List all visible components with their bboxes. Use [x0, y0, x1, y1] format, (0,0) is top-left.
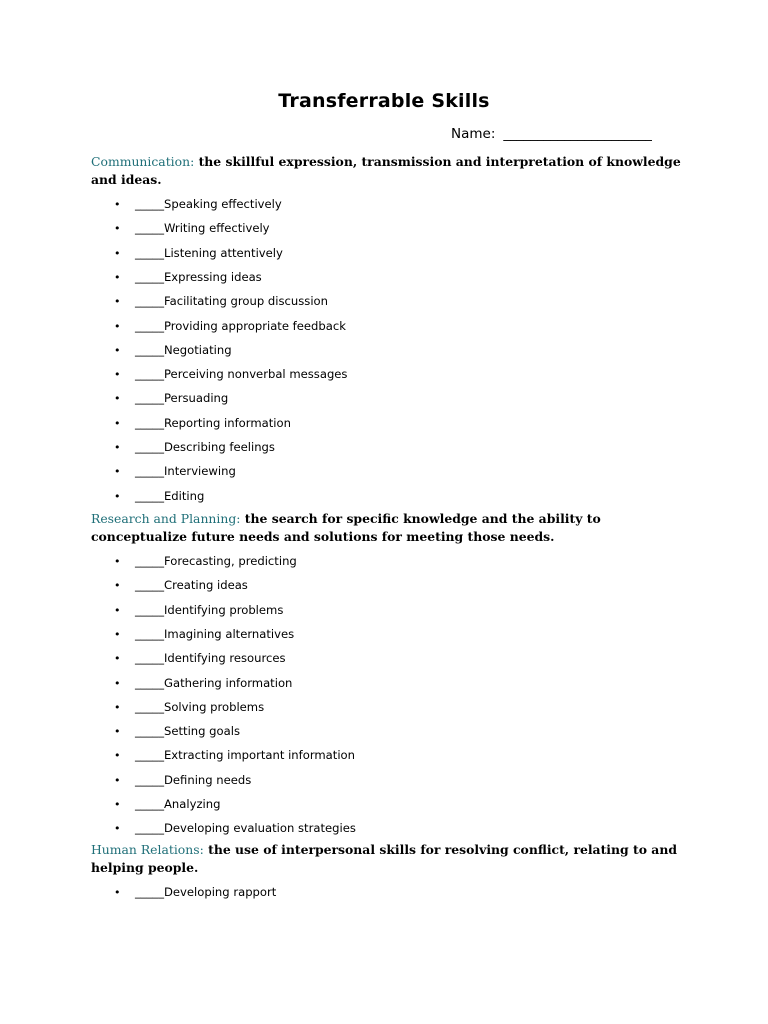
bullet-icon: •	[114, 319, 121, 333]
list-item	[114, 244, 283, 262]
bullet-icon: •	[114, 603, 121, 617]
bullet-icon: •	[114, 627, 121, 641]
bullet-icon: •	[114, 270, 121, 284]
item-blank: _____	[135, 440, 164, 454]
item-label: Gathering information	[163, 675, 293, 690]
item-blank: _____	[135, 821, 164, 836]
item-blank: _____	[135, 724, 164, 739]
item-blank: _____	[135, 885, 164, 899]
bullet-icon: •	[114, 749, 121, 763]
section-description: the search for specific knowledge and the ability to conceptualize future needs and solutions for meeting those needs.	[91, 511, 601, 544]
bullet-icon: •	[114, 822, 121, 836]
bullet-icon: •	[114, 392, 121, 406]
item-label: Setting goals	[163, 724, 241, 739]
item-label: Describing feelings	[163, 440, 275, 454]
item-blank: _____	[135, 197, 164, 211]
list-item	[114, 365, 347, 383]
item-label: Defining needs	[163, 772, 252, 787]
item-label: Speaking effectively	[163, 197, 282, 211]
section-heading-research-and-planning	[91, 510, 681, 546]
bullet-icon: •	[114, 798, 121, 811]
bullet-icon: •	[114, 555, 121, 568]
item-blank: _____	[135, 318, 164, 333]
name-label: Name:	[451, 126, 496, 142]
item-blank: _____	[135, 269, 164, 284]
item-blank: _____	[135, 772, 164, 787]
item-blank: _____	[135, 464, 164, 479]
list-item	[114, 746, 355, 764]
list-item	[114, 601, 283, 619]
item-blank: _____	[135, 245, 164, 260]
list-item	[114, 576, 248, 594]
item-blank: _____	[135, 578, 164, 593]
item-label: Solving problems	[163, 699, 265, 714]
section-heading-communication	[91, 153, 681, 189]
list-item	[114, 649, 286, 667]
item-label: Expressing ideas	[163, 269, 262, 284]
bullet-icon: •	[114, 368, 121, 382]
item-label: Providing appropriate feedback	[163, 318, 346, 333]
bullet-icon: •	[114, 886, 121, 899]
item-blank: _____	[135, 294, 164, 309]
item-blank: _____	[135, 415, 164, 430]
list-item	[114, 438, 275, 456]
bullet-icon: •	[114, 246, 121, 260]
list-item	[114, 819, 356, 837]
item-label: Developing evaluation strategies	[163, 821, 356, 836]
item-label: Extracting important information	[163, 748, 355, 763]
section-label: Human Relations:	[91, 842, 204, 857]
section-label: Communication:	[91, 154, 195, 169]
item-blank: _____	[135, 797, 164, 811]
item-blank: _____	[135, 342, 164, 357]
item-label: Imagining alternatives	[163, 626, 295, 641]
item-blank: _____	[135, 391, 164, 406]
page-title: Transferrable Skills	[278, 90, 490, 112]
list-item	[114, 414, 291, 432]
item-label: Analyzing	[163, 797, 221, 811]
list-item	[114, 268, 262, 286]
item-label: Listening attentively	[163, 245, 283, 260]
item-blank: _____	[135, 488, 164, 503]
list-item	[114, 625, 294, 643]
item-blank: _____	[135, 748, 164, 763]
item-blank: _____	[135, 651, 164, 666]
item-blank: _____	[135, 675, 164, 690]
item-label: Writing effectively	[163, 221, 270, 236]
bullet-icon: •	[114, 295, 121, 309]
list-item	[114, 487, 204, 505]
item-label: Persuading	[163, 391, 229, 406]
bullet-icon: •	[114, 652, 121, 666]
bullet-icon: •	[114, 198, 121, 211]
list-item	[114, 771, 251, 789]
bullet-icon: •	[114, 441, 121, 454]
bullet-icon: •	[114, 725, 121, 739]
item-label: Negotiating	[163, 342, 232, 357]
section-description: the skillful expression, transmission and interpretation of knowledge and ideas.	[91, 154, 681, 187]
item-blank: _____	[135, 221, 164, 236]
item-label: Developing rapport	[163, 885, 277, 899]
bullet-icon: •	[114, 579, 121, 593]
bullet-icon: •	[114, 222, 121, 236]
bullet-icon: •	[114, 489, 121, 503]
item-label: Editing	[163, 488, 205, 503]
item-label: Creating ideas	[163, 578, 248, 593]
item-label: Reporting information	[163, 415, 291, 430]
list-item	[114, 195, 282, 213]
section-heading-human-relations	[91, 841, 681, 877]
list-item	[114, 389, 228, 407]
list-item	[114, 292, 328, 310]
list-item	[114, 341, 232, 359]
item-label: Forecasting, predicting	[163, 554, 297, 568]
item-label: Identifying problems	[163, 602, 284, 617]
name-blank: ______________________	[503, 126, 652, 142]
list-item	[114, 462, 236, 480]
item-label: Interviewing	[163, 464, 236, 479]
section-description: the use of interpersonal skills for resolving conflict, relating to and helping people.	[91, 842, 678, 875]
item-label: Perceiving nonverbal messages	[163, 367, 348, 382]
bullet-icon: •	[114, 676, 121, 690]
list-item	[114, 883, 276, 901]
list-item	[114, 795, 220, 813]
item-label: Identifying resources	[163, 651, 286, 666]
name-field	[451, 126, 652, 142]
item-blank: _____	[135, 367, 164, 382]
list-item	[114, 722, 240, 740]
list-item	[114, 698, 264, 716]
bullet-icon: •	[114, 700, 121, 714]
bullet-icon: •	[114, 465, 121, 479]
bullet-icon: •	[114, 416, 121, 430]
item-blank: _____	[135, 554, 164, 568]
item-blank: _____	[135, 602, 164, 617]
bullet-icon: •	[114, 773, 121, 787]
item-label: Facilitating group discussion	[163, 294, 328, 309]
list-item	[114, 674, 292, 692]
item-blank: _____	[135, 699, 164, 714]
item-blank: _____	[135, 626, 164, 641]
bullet-icon: •	[114, 343, 121, 357]
list-item	[114, 552, 297, 570]
section-label: Research and Planning:	[91, 511, 241, 526]
list-item	[114, 219, 270, 237]
list-item	[114, 317, 346, 335]
